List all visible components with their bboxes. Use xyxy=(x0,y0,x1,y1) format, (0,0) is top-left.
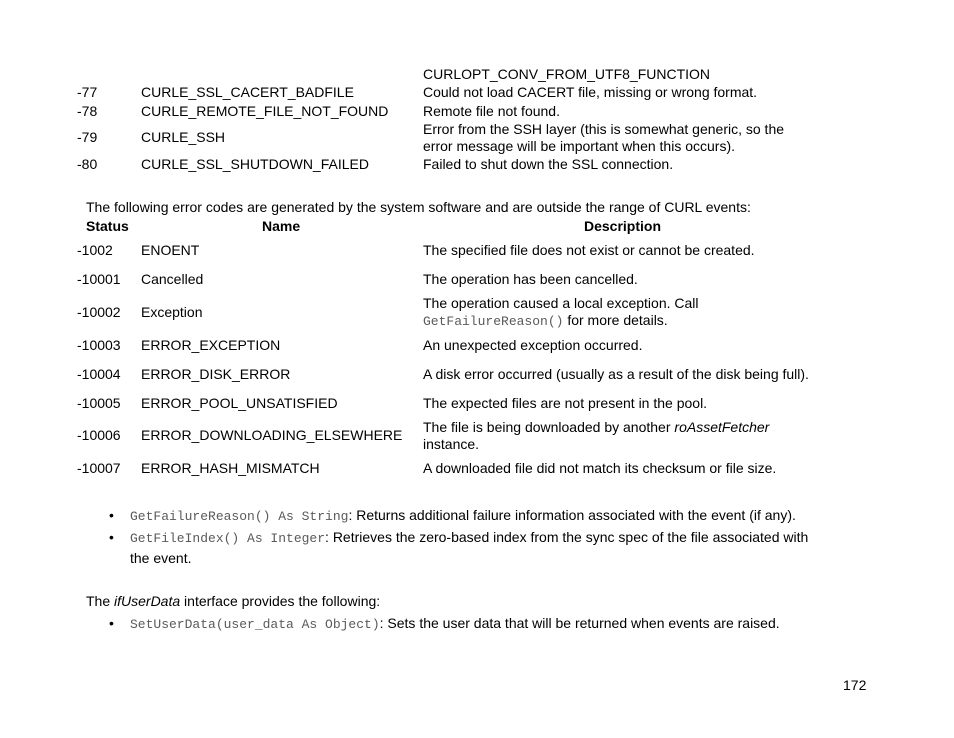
status-name: ERROR_DISK_ERROR xyxy=(141,366,291,382)
status-code: -10003 xyxy=(77,337,121,353)
object-name: roAssetFetcher xyxy=(674,419,770,435)
bullet-icon: • xyxy=(109,529,114,545)
status-code: -1002 xyxy=(77,242,113,258)
header-status: Status xyxy=(86,218,129,234)
code-reference: GetFailureReason() xyxy=(423,314,564,329)
header-name: Name xyxy=(262,218,301,234)
status-code: -10001 xyxy=(77,271,121,287)
status-name: ENOENT xyxy=(141,242,200,258)
status-name: ERROR_HASH_MISMATCH xyxy=(141,460,320,476)
status-name: ERROR_DOWNLOADING_ELSEWHERE xyxy=(141,427,403,443)
status-description: The expected files are not present in the pool. xyxy=(423,395,708,411)
error-code: -77 xyxy=(77,84,98,100)
method-signature: GetFileIndex() As Integer xyxy=(130,531,326,546)
error-name: CURLE_SSL_CACERT_BADFILE xyxy=(141,84,354,100)
error-description: Remote file not found. xyxy=(423,103,560,119)
description-text: The file is being downloaded by another xyxy=(423,419,675,435)
status-description: A downloaded file did not match its checksum or file size. xyxy=(423,460,777,476)
bullet-icon: • xyxy=(109,507,114,523)
page-number: 172 xyxy=(843,677,867,693)
bullet-icon: • xyxy=(109,615,114,631)
status-name: ERROR_EXCEPTION xyxy=(141,337,281,353)
method-description: : Retrieves the zero-based index from the sync spec of the file associated with xyxy=(325,529,809,545)
method-entry xyxy=(130,529,808,547)
paragraph-pre: The xyxy=(86,593,115,609)
intro-paragraph: The following error codes are generated by the system software and are outside the range of CURL events: xyxy=(86,199,751,215)
status-code: -10006 xyxy=(77,427,121,443)
status-code: -10005 xyxy=(77,395,121,411)
error-description: Failed to shut down the SSL connection. xyxy=(423,156,674,172)
error-code: -78 xyxy=(77,103,98,119)
status-description: The specified file does not exist or cannot be created. xyxy=(423,242,755,258)
error-code: -79 xyxy=(77,129,98,145)
interface-name: ifUserData xyxy=(114,593,181,609)
description-tail: for more details. xyxy=(563,312,668,328)
status-name: Cancelled xyxy=(141,271,204,287)
status-description: An unexpected exception occurred. xyxy=(423,337,643,353)
error-name: CURLE_SSH xyxy=(141,129,226,145)
error-description: Error from the SSH layer (this is somewhat generic, so the xyxy=(423,121,785,137)
error-name: CURLE_REMOTE_FILE_NOT_FOUND xyxy=(141,103,389,119)
status-description-line2 xyxy=(423,312,668,330)
status-description xyxy=(423,419,769,436)
status-description: A disk error occurred (usually as a result of the disk being full). xyxy=(423,366,809,382)
status-description-line2: instance. xyxy=(423,436,480,452)
error-name: CURLE_SSL_SHUTDOWN_FAILED xyxy=(141,156,369,172)
method-entry xyxy=(130,615,780,633)
method-description: : Returns additional failure information associated with the event (if any). xyxy=(348,507,796,523)
error-description: Could not load CACERT file, missing or wrong format. xyxy=(423,84,758,100)
method-entry xyxy=(130,507,796,525)
method-signature: SetUserData(user_data As Object) xyxy=(130,617,380,632)
status-name: Exception xyxy=(141,304,203,320)
error-code: -80 xyxy=(77,156,98,172)
status-name: ERROR_POOL_UNSATISFIED xyxy=(141,395,338,411)
status-description: The operation has been cancelled. xyxy=(423,271,638,287)
method-description: : Sets the user data that will be returned when events are raised. xyxy=(379,615,780,631)
status-code: -10007 xyxy=(77,460,121,476)
status-code: -10004 xyxy=(77,366,121,382)
ifuserdata-paragraph xyxy=(86,593,380,610)
paragraph-post: interface provides the following: xyxy=(180,593,381,609)
method-description-line2: the event. xyxy=(130,550,192,566)
continued-description: CURLOPT_CONV_FROM_UTF8_FUNCTION xyxy=(423,66,711,82)
status-description: The operation caused a local exception. Call xyxy=(423,295,699,311)
method-signature: GetFailureReason() As String xyxy=(130,509,349,524)
error-description-line2: error message will be important when this occurs). xyxy=(423,138,736,154)
header-description: Description xyxy=(584,218,662,234)
status-code: -10002 xyxy=(77,304,121,320)
